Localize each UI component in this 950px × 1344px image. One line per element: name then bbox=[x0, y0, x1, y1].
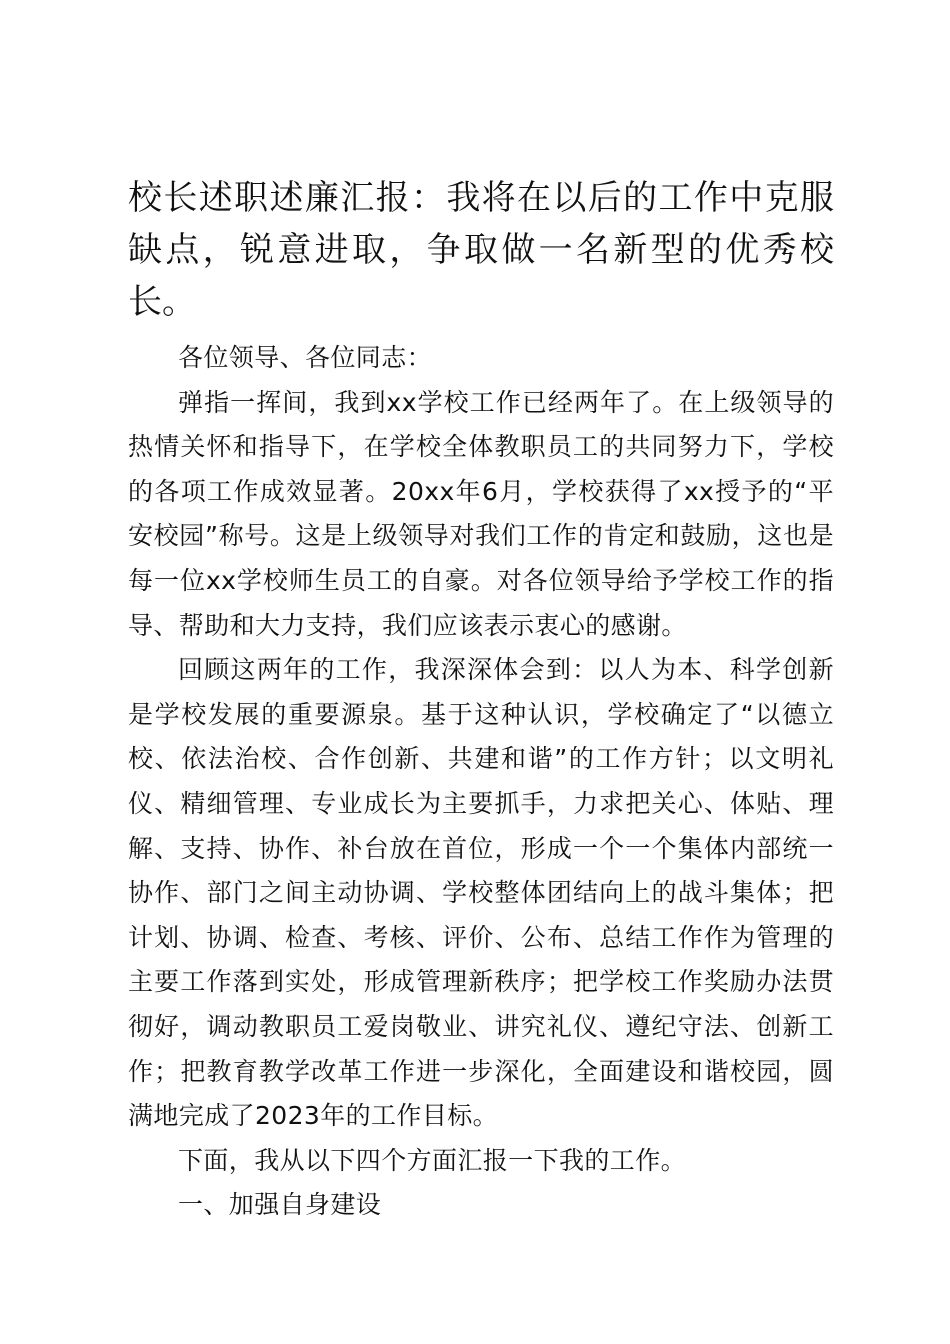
intro-paragraph: 弹指一挥间，我到xx学校工作已经两年了。在上级领导的热情关怀和指导下，在学校全体教职员工的共同努力下，学校的各项工作成效显著。20xx年6月，学校获得了xx授予的“平安校园”称号。这是上级领导对我们工作的肯定和鼓励，这也是每一位xx学校师生员工的自豪。对各位领导给予学校工作的指导、帮助和大力支持，我们应该表示衷心的感谢。 bbox=[128, 387, 834, 640]
document-title: 校长述职述廉汇报：我将在以后的工作中克服缺点，锐意进取，争取做一名新型的优秀校长。 bbox=[128, 178, 834, 322]
review-paragraph: 回顾这两年的工作，我深深体会到：以人为本、科学创新是学校发展的重要源泉。基于这种认识，学校确定了“以德立校、依法治校、合作创新、共建和谐”的工作方针；以文明礼仪、精细管理、专业成长为主要抓手，力求把关心、体贴、理解、支持、协作、补台放在首位，形成一个一个集体内部统一协作、部门之间主动协调、学校整体团结向上的战斗集体；把计划、协调、检查、考核、评价、公布、总结工作作为管理的主要工作落到实处，形成管理新秩序；把学校工作奖励办法贯彻好，调动教职员工爱岗敬业、讲究礼仪、遵纪守法、创新工作；把教育教学改革工作进一步深化，全面建设和谐校园，圆满地完成了2023年的工作目标。 bbox=[128, 655, 834, 1131]
section-heading-1: 一、加强自身建设 bbox=[178, 1190, 382, 1220]
outline-paragraph: 下面，我从以下四个方面汇报一下我的工作。 bbox=[178, 1145, 687, 1175]
salutation-paragraph: 各位领导、各位同志： bbox=[178, 343, 433, 372]
document-body bbox=[128, 172, 834, 1228]
